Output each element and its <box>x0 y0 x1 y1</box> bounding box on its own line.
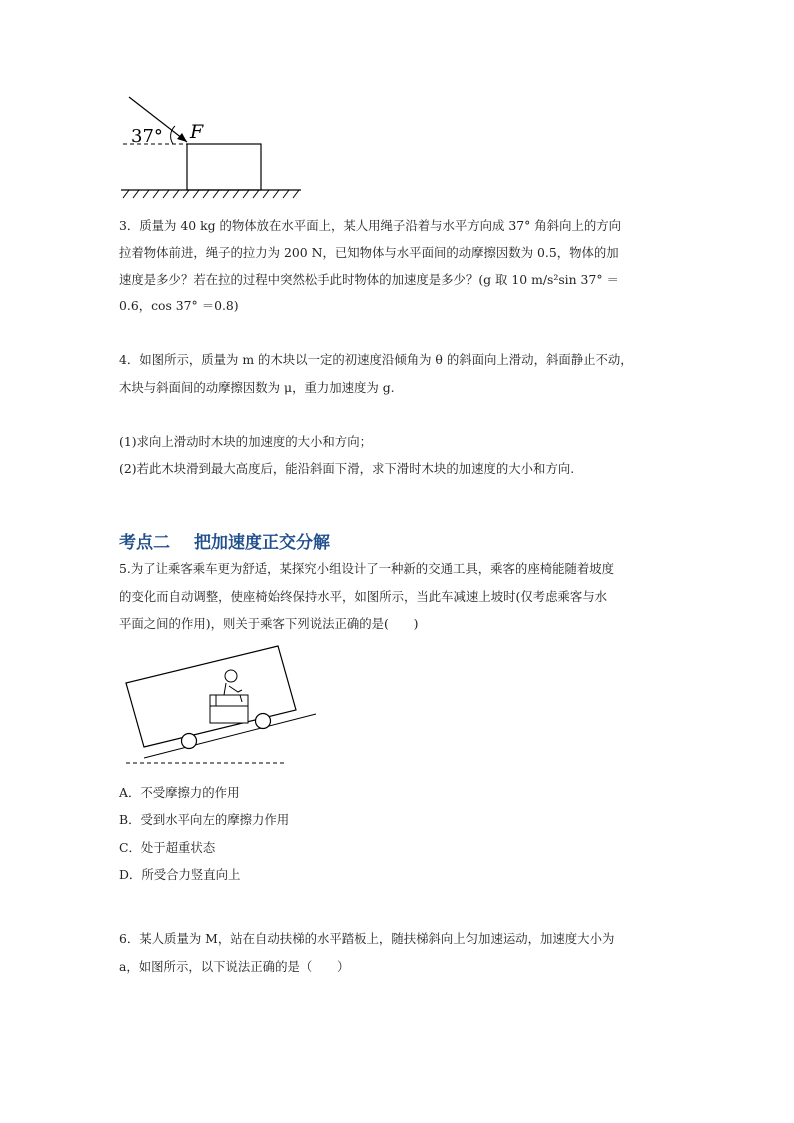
section-title: 把加速度正交分解 <box>194 533 330 553</box>
rear-wheel <box>182 734 197 749</box>
force-block-figure <box>115 92 310 202</box>
section-label: 考点二 <box>119 533 170 553</box>
option-a[interactable]: A．不受摩擦力的作用 <box>119 785 240 800</box>
q6-line-2: a，如图所示，以下说法正确的是（ ） <box>119 959 350 974</box>
q3-line-3: 速度是多少？若在拉的过程中突然松手此时物体的加速度是多少？(g 取 10 m/s²sin 37° ＝ <box>119 272 619 287</box>
seat-back <box>210 695 216 706</box>
q3-line-2: 拉着物体前进，绳子的拉力为 200 N，已知物体与水平面间的动摩擦因数为 0.5，物体的加 <box>119 245 619 260</box>
ground-hatching <box>123 190 299 198</box>
vehicle-slope-figure <box>118 640 323 772</box>
q5-line-2: 的变化而自动调整，使座椅始终保持水平，如图所示，当此车减速上坡时(仅考虑乘客与水 <box>119 589 608 604</box>
option-b[interactable]: B．受到水平向左的摩擦力作用 <box>119 812 290 827</box>
q5-line-3: 平面之间的作用)，则关于乘客下列说法正确的是( ) <box>119 616 419 631</box>
force-arrowhead <box>177 133 187 142</box>
q3-line-1: 3．质量为 40 kg 的物体放在水平面上，某人用绳子沿着与水平方向成 37° 角斜向上的方向 <box>119 218 622 233</box>
q4-line-2: 木块与斜面间的动摩擦因数为 μ，重力加速度为 g. <box>119 380 395 395</box>
angle-label: 37° <box>131 126 163 147</box>
option-d[interactable]: D．所受合力竖直向上 <box>119 867 241 882</box>
front-wheel <box>256 714 271 729</box>
block <box>187 144 261 190</box>
q4-sub-1: (1)求向上滑动时木块的加速度的大小和方向； <box>119 434 372 449</box>
passenger-head <box>225 670 237 682</box>
q4-sub-2: (2)若此木块滑到最大高度后，能沿斜面下滑，求下滑时木块的加速度的大小和方向. <box>119 461 575 476</box>
angle-arc <box>171 126 175 144</box>
option-c[interactable]: C．处于超重状态 <box>119 840 216 855</box>
q6-line-1: 6．某人质量为 M，站在自动扶梯的水平踏板上，随扶梯斜向上匀加速运动，加速度大小为 <box>119 931 615 946</box>
q3-line-4: 0.6，cos 37° ＝0.8) <box>119 298 239 313</box>
q4-line-1: 4．如图所示，质量为 m 的木块以一定的初速度沿倾角为 θ 的斜面向上滑动，斜面静止不动， <box>119 352 633 367</box>
force-label: F <box>190 121 204 143</box>
q5-line-1: 5.为了让乘客乘车更为舒适，某探究小组设计了一种新的交通工具，乘客的座椅能随着坡度 <box>119 561 615 576</box>
section-heading <box>119 528 330 553</box>
